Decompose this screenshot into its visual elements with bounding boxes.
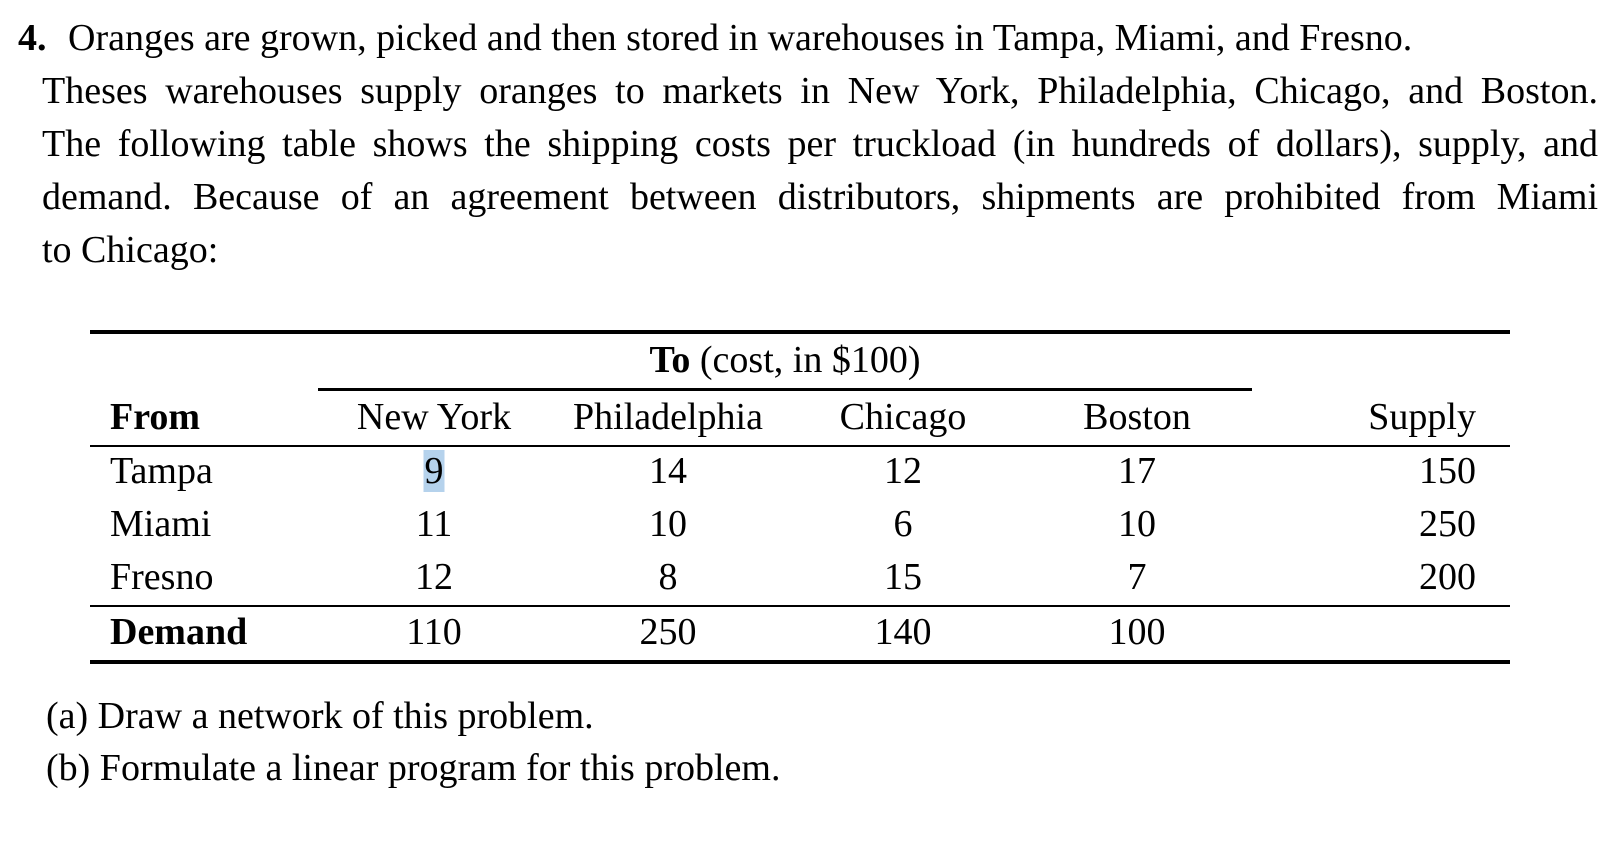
demand-label: Demand	[110, 611, 248, 653]
selected-cell-highlight: 9	[424, 450, 444, 492]
cost-tampa-new-york	[424, 449, 445, 493]
problem-statement	[18, 12, 1598, 277]
column-header-boston: Boston	[1083, 396, 1191, 438]
cost-fresno-chicago: 15	[884, 556, 922, 598]
group-header-rest: (cost, in $100)	[690, 339, 921, 381]
demand-new-york: 110	[406, 611, 462, 653]
cost-tampa-chicago: 12	[884, 450, 922, 492]
cost-miami-chicago: 6	[893, 503, 913, 545]
problem-number: 4.	[18, 17, 47, 59]
cost-miami-philadelphia: 10	[649, 503, 687, 545]
supply-tampa: 150	[1419, 450, 1476, 492]
column-header-philadelphia: Philadelphia	[573, 396, 763, 438]
table-bottom-rule	[90, 660, 1510, 664]
group-header-rule	[318, 388, 1252, 391]
cost-tampa-boston: 17	[1118, 450, 1156, 492]
group-header	[650, 338, 921, 382]
problem-line-4: demand. Because of an agreement between distributors, shipments are prohibited from Miami	[42, 176, 1598, 218]
cost-fresno-new-york: 12	[415, 556, 453, 598]
demand-philadelphia: 250	[639, 611, 697, 653]
supply-miami: 250	[1419, 503, 1476, 545]
header-bottom-rule	[90, 445, 1510, 447]
cost-fresno-boston: 7	[1127, 556, 1147, 598]
table-top-rule	[90, 330, 1510, 334]
row-label-fresno: Fresno	[110, 556, 214, 598]
demand-chicago: 140	[874, 611, 932, 653]
problem-line-5: to Chicago:	[42, 229, 219, 271]
cost-miami-new-york: 11	[415, 503, 453, 545]
from-header: From	[110, 396, 201, 438]
problem-line-2: Theses warehouses supply oranges to markets in New York, Philadelphia, Chicago, and Boston.	[42, 70, 1598, 112]
supply-header: Supply	[1368, 396, 1476, 438]
body-bottom-rule	[90, 605, 1510, 607]
cost-tampa-philadelphia: 14	[649, 450, 687, 492]
cost-miami-boston: 10	[1118, 503, 1156, 545]
problem-line-3: The following table shows the shipping costs per truckload (in hundreds of dollars), supply, and	[42, 123, 1598, 165]
group-header-to: To	[649, 339, 691, 381]
column-header-new-york: New York	[356, 396, 512, 438]
supply-fresno: 200	[1419, 556, 1476, 598]
row-label-miami: Miami	[110, 503, 212, 545]
part-b: (b) Formulate a linear program for this problem.	[46, 747, 781, 789]
column-header-chicago: Chicago	[839, 396, 967, 438]
row-label-tampa: Tampa	[110, 450, 213, 492]
problem-line-1	[18, 12, 1598, 65]
part-a: (a) Draw a network of this problem.	[46, 695, 594, 737]
cost-fresno-philadelphia: 8	[658, 556, 678, 598]
problem-line-1-text: Oranges are grown, picked and then stored in warehouses in Tampa, Miami, and Fresno.	[68, 17, 1413, 59]
question-parts	[46, 690, 780, 794]
demand-boston: 100	[1108, 611, 1166, 653]
